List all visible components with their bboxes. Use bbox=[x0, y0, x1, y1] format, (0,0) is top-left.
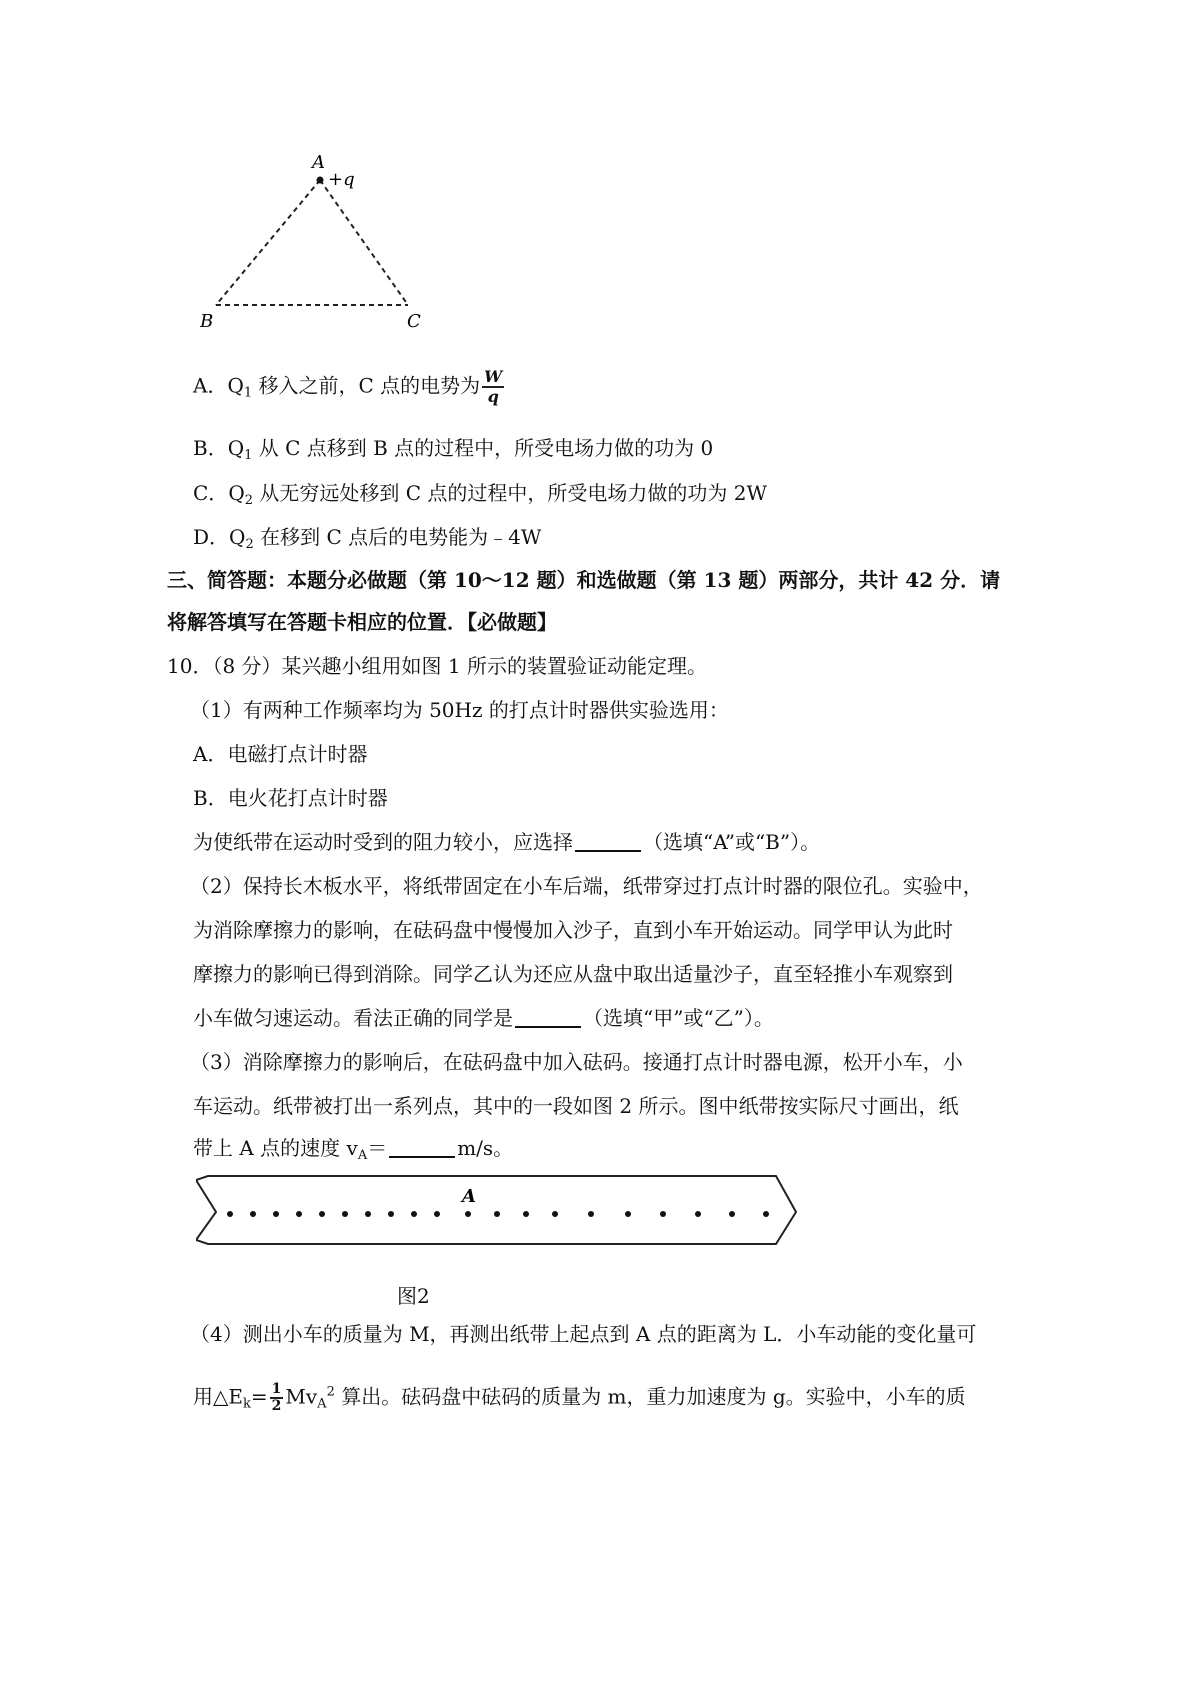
q10-part1-ask bbox=[193, 828, 820, 856]
tape-dot bbox=[365, 1211, 371, 1217]
part4-frac-den: 2 bbox=[271, 1398, 282, 1414]
part4-rest: 算出。砝码盘中砝码的质量为 m，重力加速度为 g。实验中，小车的质 bbox=[334, 1384, 966, 1409]
section-heading-line1: 三、简答题：本题分必做题（第 10～12 题）和选做题（第 13 题）两部分，共计 42 分．请 bbox=[167, 568, 1001, 592]
q10-part4-line2 bbox=[193, 1382, 966, 1414]
answer-blank-3[interactable] bbox=[389, 1136, 455, 1158]
part4-mv: Mv bbox=[285, 1384, 318, 1409]
q10-part2-line2: 为消除摩擦力的影响，在砝码盘中慢慢加入沙子，直到小车开始运动。同学甲认为此时 bbox=[193, 918, 953, 942]
label-charge: +q bbox=[328, 169, 355, 190]
option-c-sub: 2 bbox=[244, 493, 253, 508]
option-b-q: Q bbox=[227, 436, 245, 460]
part4-eq: = bbox=[250, 1384, 268, 1409]
q10-part2-line3: 摩擦力的影响已得到消除。同学乙认为还应从盘中取出适量沙子，直至轻推小车观察到 bbox=[193, 962, 953, 986]
part3-eq: ＝ bbox=[367, 1136, 388, 1160]
tape-dot bbox=[588, 1211, 594, 1217]
tape-dot bbox=[411, 1211, 417, 1217]
tape-dot bbox=[434, 1211, 440, 1217]
edge-ac bbox=[320, 180, 408, 305]
option-c-prefix: C． bbox=[193, 481, 229, 505]
tape-dot bbox=[523, 1211, 529, 1217]
option-c-text: 从无穷远处移到 C 点的过程中，所受电场力做的功为 2W bbox=[259, 481, 768, 505]
tape-dot bbox=[552, 1211, 558, 1217]
q10-part3-line2: 车运动。纸带被打出一系列点，其中的一段如图 2 所示。图中纸带按实际尺寸画出，纸 bbox=[193, 1094, 959, 1118]
edge-ab bbox=[216, 180, 320, 305]
triangle-figure bbox=[200, 155, 440, 355]
fraction-numerator: W bbox=[484, 367, 503, 386]
part3-sub-a: A bbox=[357, 1148, 368, 1163]
tape-dot bbox=[342, 1211, 348, 1217]
option-b-text: 从 C 点移到 B 点的过程中，所受电场力做的功为 0 bbox=[258, 436, 714, 460]
tape-dot bbox=[296, 1211, 302, 1217]
tape-label-a: A bbox=[462, 1186, 476, 1207]
answer-blank-1[interactable] bbox=[575, 830, 641, 852]
fraction-denominator: q bbox=[487, 387, 499, 406]
q10-part1: （1）有两种工作频率均为 50Hz 的打点计时器供实验选用： bbox=[190, 698, 729, 722]
part4-sub-a: A bbox=[317, 1396, 327, 1412]
tape-dot bbox=[227, 1211, 233, 1217]
option-d-text: 在移到 C 点后的电势能为﹣4W bbox=[260, 525, 542, 549]
option-b bbox=[193, 434, 713, 462]
option-a-sub: 1 bbox=[243, 385, 253, 401]
q10-option-b: B．电火花打点计时器 bbox=[193, 786, 388, 810]
q10-part4-line1: （4）测出小车的质量为 M，再测出纸带上起点到 A 点的距离为 L．小车动能的变化量可 bbox=[190, 1322, 977, 1346]
part3-ask-pre: 带上 A 点的速度 v bbox=[193, 1136, 358, 1160]
paper-tape-figure bbox=[196, 1172, 802, 1252]
tape-dot bbox=[625, 1211, 631, 1217]
q10-part3-line1: （3）消除摩擦力的影响后，在砝码盘中加入砝码。接通打点计时器电源，松开小车，小 bbox=[190, 1050, 963, 1074]
part4-sup-2: 2 bbox=[326, 1384, 335, 1400]
ask-text-pre: 为使纸带在运动时受到的阻力较小，应选择 bbox=[193, 830, 573, 854]
section-heading-line2: 将解答填写在答题卡相应的位置．【必做题】 bbox=[167, 610, 557, 634]
option-a-prefix: A． bbox=[193, 373, 228, 398]
option-c-q: Q bbox=[228, 481, 245, 505]
charge-point-a bbox=[317, 177, 324, 184]
option-d-prefix: D． bbox=[193, 525, 230, 549]
figure2-caption: 图2 bbox=[397, 1284, 430, 1308]
tape-dot bbox=[660, 1211, 666, 1217]
option-a-q: Q bbox=[227, 373, 244, 398]
q10-part2-line4 bbox=[193, 1004, 774, 1032]
q10-part2-line1: （2）保持长木板水平，将纸带固定在小车后端，纸带穿过打点计时器的限位孔。实验中， bbox=[190, 874, 983, 898]
option-a-fraction bbox=[482, 368, 504, 406]
part4-delta-ek: 用△E bbox=[193, 1384, 243, 1409]
label-b: B bbox=[200, 311, 214, 332]
label-c: C bbox=[407, 311, 421, 332]
part2-ask-pre: 小车做匀速运动。看法正确的同学是 bbox=[193, 1006, 513, 1030]
part4-frac-num: 1 bbox=[271, 1381, 282, 1397]
option-b-sub: 1 bbox=[244, 448, 253, 463]
tape-dot bbox=[729, 1211, 735, 1217]
tape-dot bbox=[388, 1211, 394, 1217]
option-c bbox=[193, 479, 767, 507]
tape-dot bbox=[494, 1211, 500, 1217]
q10-intro: 10．（8 分）某兴趣小组用如图 1 所示的装置验证动能定理。 bbox=[167, 654, 707, 678]
tape-dot bbox=[250, 1211, 256, 1217]
q10-part3-line3 bbox=[193, 1134, 513, 1162]
option-d bbox=[193, 523, 541, 551]
part2-ask-post: （选填“甲”或“乙”）。 bbox=[583, 1006, 774, 1030]
option-d-sub: 2 bbox=[245, 537, 254, 552]
part4-sub-k: k bbox=[242, 1396, 251, 1412]
option-a bbox=[193, 368, 506, 406]
label-a: A bbox=[312, 155, 325, 173]
tape-dot bbox=[695, 1211, 701, 1217]
tape-dot bbox=[319, 1211, 325, 1217]
ask-text-post: （选填“A”或“B”）。 bbox=[643, 830, 821, 854]
tape-dot bbox=[273, 1211, 279, 1217]
tape-dot bbox=[465, 1211, 471, 1217]
part3-ask-post: m/s。 bbox=[457, 1136, 514, 1160]
option-d-q: Q bbox=[229, 525, 246, 549]
tape-dots bbox=[227, 1211, 769, 1217]
option-b-prefix: B． bbox=[193, 436, 228, 460]
option-a-text: 移入之前，C 点的电势为 bbox=[258, 373, 481, 398]
tape-dot bbox=[763, 1211, 769, 1217]
q10-option-a: A．电磁打点计时器 bbox=[193, 742, 368, 766]
answer-blank-2[interactable] bbox=[515, 1006, 581, 1028]
paper-tape-outline bbox=[196, 1176, 796, 1244]
part4-fraction bbox=[270, 1382, 284, 1414]
